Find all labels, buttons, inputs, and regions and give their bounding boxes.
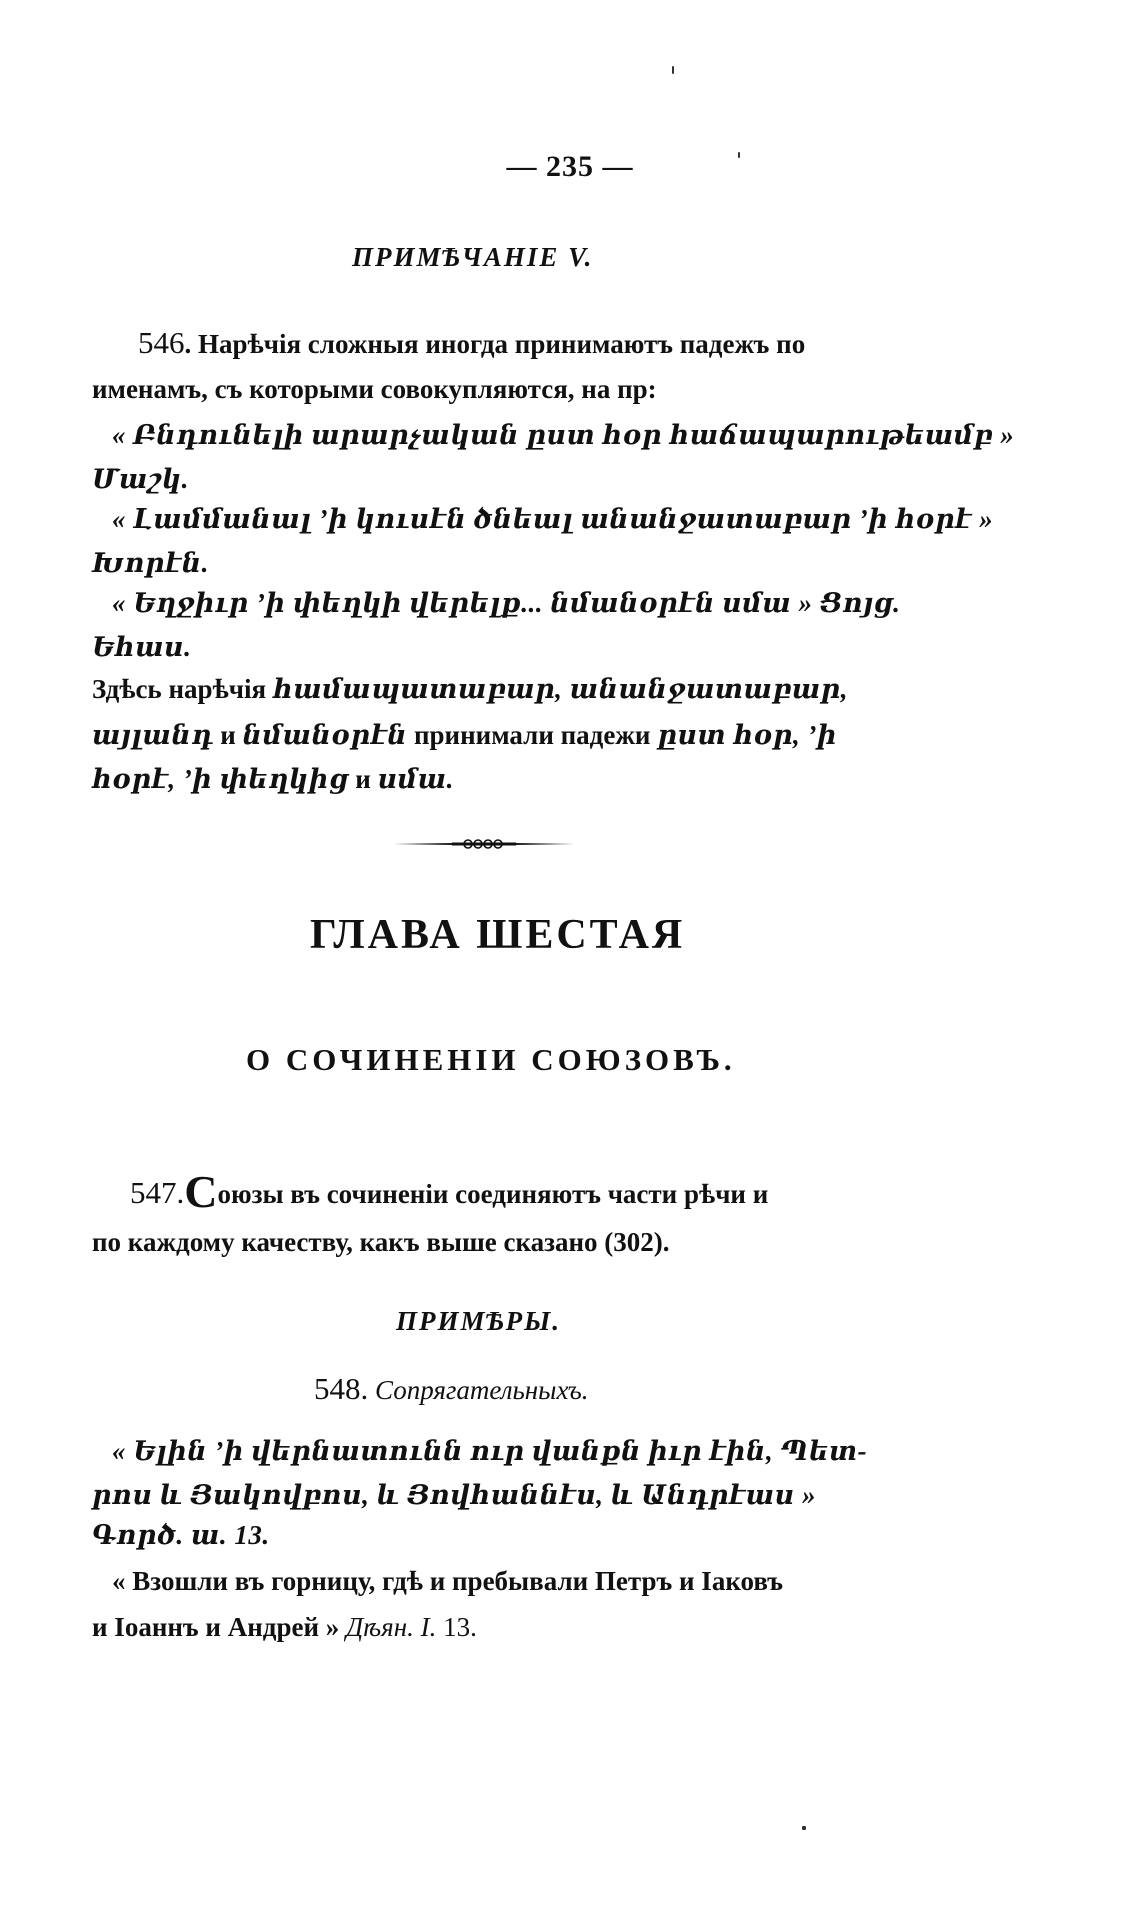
- explanation-line-1: [92, 672, 848, 706]
- armenian-example-2: « Լամմանալ ’ի կուսէն ծնեալ անանջատաբար ’ի հօրէ »: [112, 504, 994, 534]
- explanation-line-3: [92, 762, 454, 796]
- section-heading: Сопрягательныхъ.: [375, 1375, 589, 1405]
- page-number: — 235 —: [506, 150, 634, 183]
- armenian-term: ըստ հօր, ’ի: [657, 720, 838, 750]
- chapter-subtitle: О СОЧИНЕНІИ СОЮЗОВЪ.: [246, 1042, 736, 1077]
- armenian-example-1: « Բնդունելի արարչական ըստ հօր հաճապարութեամբ »: [112, 420, 1015, 450]
- paragraph-547-line-1: [130, 1168, 768, 1218]
- explanation-text: Здѣсь нарѣчія: [92, 674, 267, 704]
- drop-cap: С: [184, 1166, 218, 1217]
- russian-example-548-line-1: « Взошли въ горницу, гдѣ и пребывали Петръ и Іаковъ: [112, 1566, 783, 1596]
- paragraph-number: 547.: [130, 1175, 185, 1210]
- explanation-text: принимали падежи: [413, 720, 651, 750]
- armenian-example-3: « Եղջիւր ’ի փեղկի վերելք... նմանօրէն սմա » Ցոյց.: [112, 588, 901, 618]
- explanation-text: и: [220, 720, 236, 750]
- citation: Дѣян. І.: [346, 1612, 437, 1642]
- paragraph-number: 548.: [314, 1371, 369, 1406]
- scan-speck: [738, 152, 740, 158]
- armenian-example-548-line-1: « Ելին ’ի վերնատունն ուր վանքն իւր էին, Պետ-: [112, 1436, 868, 1466]
- paragraph-text: оюзы въ сочиненіи соединяютъ части рѣчи и: [217, 1179, 769, 1209]
- paragraph-number: 546: [138, 325, 185, 360]
- armenian-term: հօրէ, ’ի փեղկից: [92, 764, 349, 794]
- armenian-term: համապատաբար, անանջատաբար,: [272, 674, 849, 704]
- armenian-source-548: Գործ. ա. 13.: [92, 1520, 270, 1550]
- armenian-example-548-line-2: րոս և Յակովբոս, և Յովհաննէս, և Անդրէաս »: [92, 1480, 816, 1510]
- citation-verse: 13.: [443, 1612, 477, 1642]
- ornamental-divider: [394, 838, 574, 850]
- armenian-source-1: Մաշկ.: [92, 464, 189, 494]
- russian-example-548-line-2: [92, 1610, 477, 1644]
- armenian-source-2: Խորէն.: [92, 548, 209, 578]
- paragraph-547-line-2: по каждому качеству, какъ выше сказано (302).: [92, 1227, 670, 1257]
- scan-speck: [802, 1826, 806, 1830]
- scan-speck: [672, 66, 674, 74]
- examples-heading: ПРИМѢРЫ.: [396, 1306, 562, 1336]
- russian-text: и Іоаннъ и Андрей »: [92, 1612, 340, 1642]
- armenian-term: սմա.: [377, 764, 454, 794]
- paragraph-548-heading: [314, 1372, 589, 1407]
- explanation-text: и: [355, 764, 371, 794]
- explanation-line-2: [92, 718, 837, 752]
- paragraph-text: . Нарѣчія сложныя иногда принимаютъ падежъ по: [184, 329, 806, 359]
- note-title: ПРИМѢЧАНІЕ V.: [352, 242, 594, 272]
- armenian-term: նմանօրէն: [242, 720, 408, 750]
- paragraph-546-line-2: именамъ, съ которыми совокупляются, на пр:: [92, 374, 657, 404]
- paragraph-546-line-1: [138, 326, 805, 361]
- armenian-term: այլանդ: [92, 720, 214, 750]
- armenian-source-3: Եհաս.: [92, 632, 192, 662]
- chapter-title: ГЛАВА ШЕСТАЯ: [310, 912, 686, 958]
